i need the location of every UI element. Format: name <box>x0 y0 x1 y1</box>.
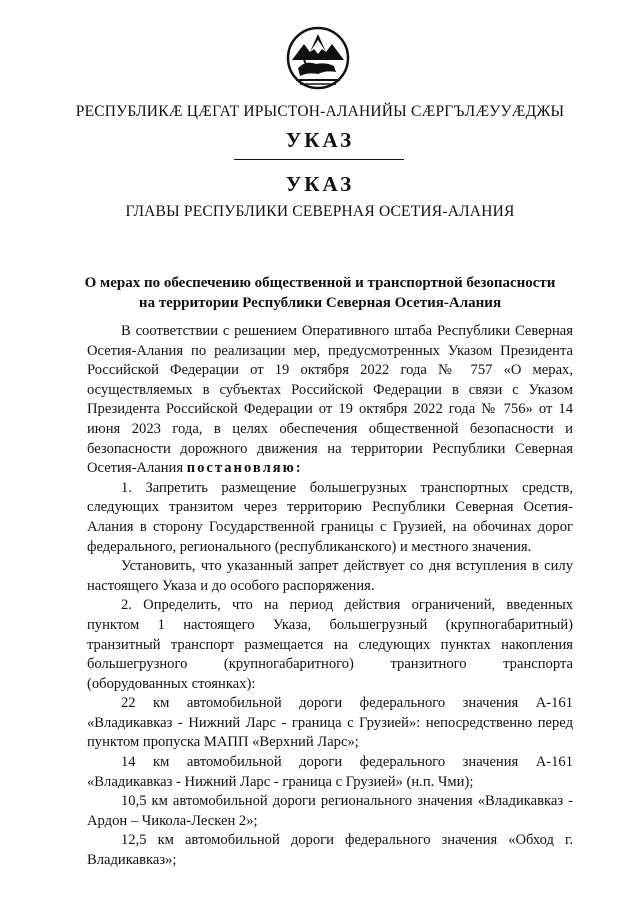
site-3-paragraph: 10,5 км автомобильной дороги регионального значения «Владикавказ - Ардон – Чикола-Лескен 2»; <box>87 793 573 829</box>
coat-of-arms-emblem <box>286 22 350 92</box>
intro-text: В соответствии с решением Оперативного штаба Республики Северная Осетия-Алания по реализации мер, предусмотренных Указом Президента Российской Федерации от 19 октября 2022 года № 757 «О мерах, осуществляемых в субъектах Российской Федерации в связи с Указом Президента Российской Федерации от 19 октября 2022 года № 756» от 14 июня 2023 года, в целях обеспечения общественной безопасности и безопасности дорожного движения на территории Республики Северная Осетия-Алания <box>87 323 573 477</box>
republic-ossetian-heading: РЕСПУБЛИКӔ ЦӔГАТ ИРЫСТОН-АЛАНИЙЫ СӔРГЪЛӔУУӔДЖЫ <box>75 103 565 120</box>
title-line-1: О мерах по обеспечению общественной и транспортной безопасности <box>84 275 556 291</box>
item-2-paragraph: 2. Определить, что на период действия ограничений, введенных пунктом 1 настоящего Указа, большегрузный (крупногабаритный) транзитный транспорт размещается на следующих пунктах накопления большегрузного (крупногабаритного) транзитного транспорта (оборудованных стоянках): <box>87 597 573 692</box>
item-1-paragraph: 1. Запретить размещение большегрузных транспортных средств, следующих транзитом через территорию Республики Северная Осетия-Алания в сторону Государственной границы с Грузией, на обочинах дорог федерального, регионального (республиканского) и местного значения. <box>87 479 573 555</box>
document-title <box>0 273 640 313</box>
document-body <box>87 322 573 871</box>
site-2-paragraph: 14 км автомобильной дороги федерального значения А-161 «Владикавказ - Нижний Ларс - граница с Грузией» (н.п. Чми); <box>87 754 573 790</box>
site-1-paragraph: 22 км автомобильной дороги федерального значения А-161 «Владикавказ - Нижний Ларс - граница с Грузией»: непосредственно перед пунктом пропуска МАПП «Верхний Ларс»; <box>87 695 573 751</box>
intro-paragraph <box>87 322 573 479</box>
site-4-paragraph: 12,5 км автомобильной дороги федерального значения «Обход г. Владикавказ»; <box>87 832 573 869</box>
item-1b-paragraph: Установить, что указанный запрет действует со дня вступления в силу настоящего Указа и до особого распоряжения. <box>87 558 573 594</box>
title-line-2: на территории Республики Северная Осетия-Алания <box>138 295 502 311</box>
ukaz-russian-heading: УКАЗ <box>285 172 355 196</box>
heading-divider <box>234 159 404 160</box>
ukaz-ossetian-heading: УКАЗ <box>285 128 355 152</box>
head-of-republic-heading: ГЛАВЫ РЕСПУБЛИКИ СЕВЕРНАЯ ОСЕТИЯ-АЛАНИЯ <box>125 203 515 220</box>
decree-word: постановляю: <box>186 460 303 477</box>
